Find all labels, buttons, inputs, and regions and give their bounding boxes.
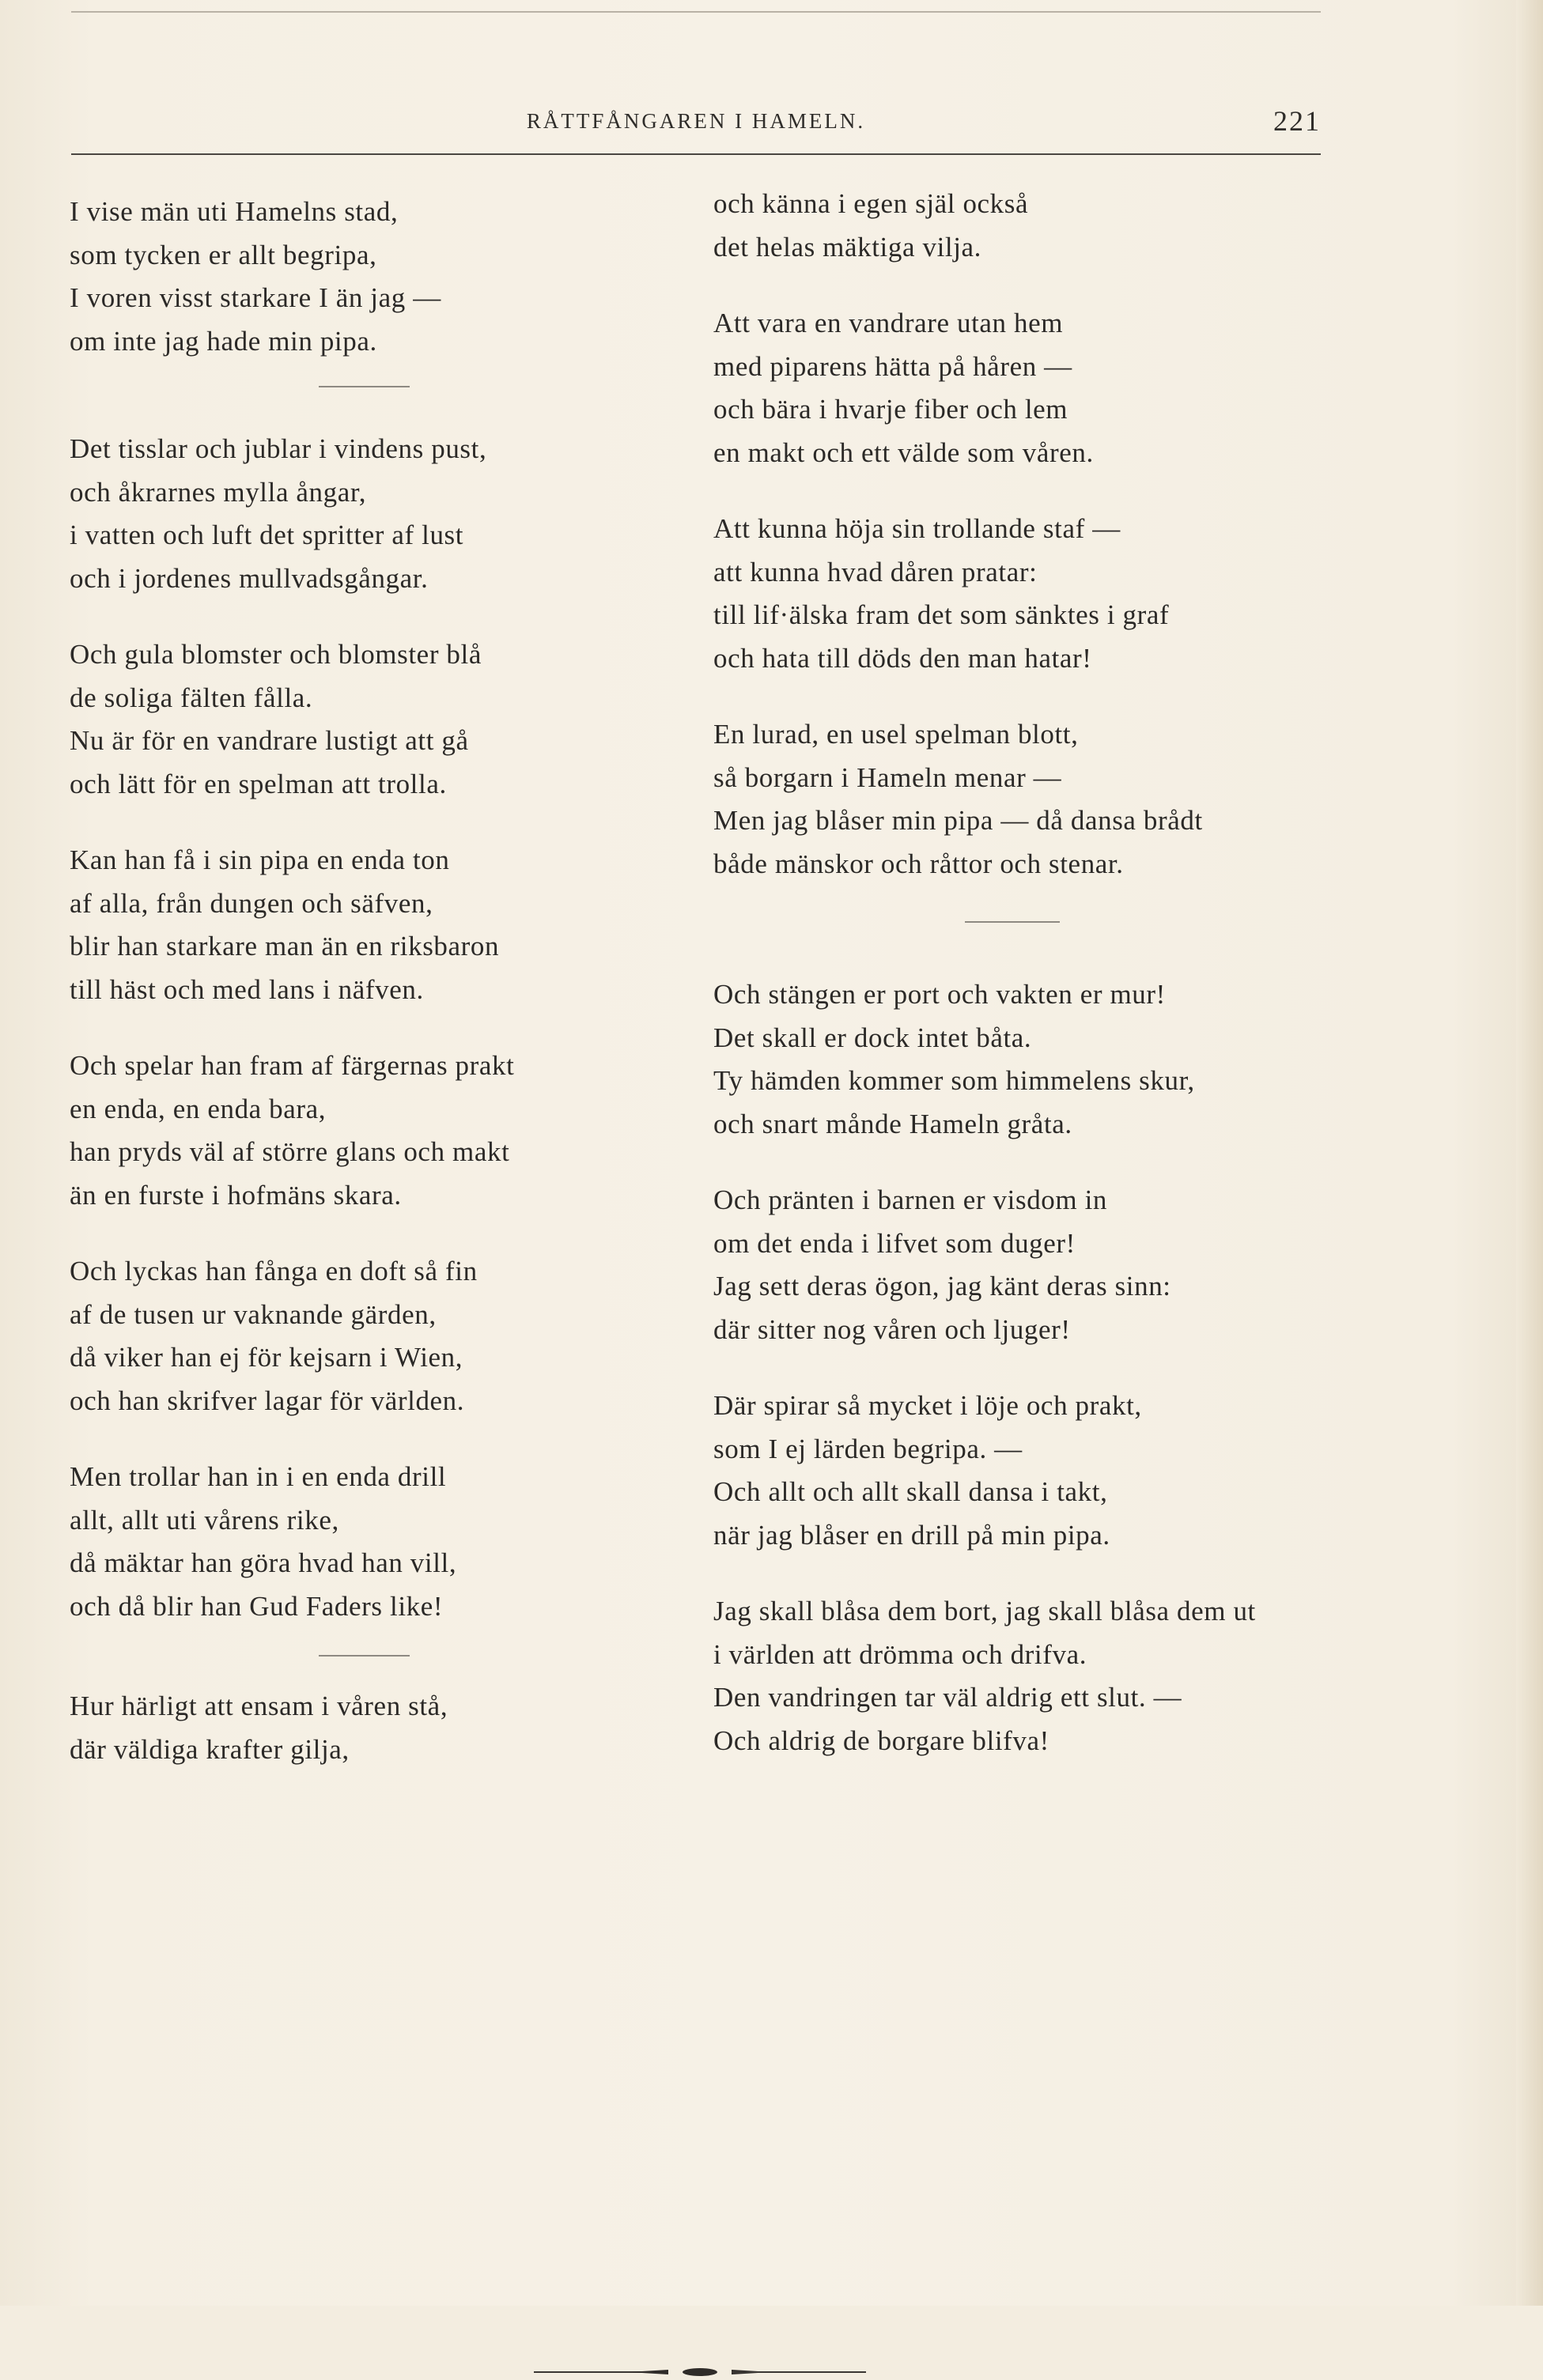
verse-line: Ty hämden kommer som himmelens skur, bbox=[713, 1065, 1195, 1096]
verse-line: Jag skall blåsa dem bort, jag skall blåsa dem ut bbox=[713, 1596, 1256, 1626]
verse-line: af de tusen ur vaknande gärden, bbox=[70, 1299, 437, 1330]
verse-line: allt, allt uti vårens rike, bbox=[70, 1505, 339, 1536]
verse-line: och snart månde Hameln gråta. bbox=[713, 1109, 1072, 1139]
verse-line: Och aldrig de borgare blifva! bbox=[713, 1725, 1049, 1756]
verse-line: och i jordenes mullvadsgångar. bbox=[70, 563, 429, 594]
page-edge bbox=[1516, 0, 1543, 2306]
section-divider bbox=[319, 386, 410, 387]
running-title: RÅTTFÅNGAREN I HAMELN. bbox=[526, 109, 866, 133]
verse-line: I vise män uti Hamelns stad, bbox=[70, 196, 399, 227]
verse-line: Där spirar så mycket i löje och prakt, bbox=[713, 1390, 1142, 1421]
verse-line: en enda, en enda bara, bbox=[70, 1094, 327, 1124]
verse-line: Jag sett deras ögon, jag känt deras sinn: bbox=[713, 1271, 1171, 1301]
page-header bbox=[71, 103, 1321, 150]
verse-line: och åkrarnes mylla ångar, bbox=[70, 477, 367, 508]
verse-line: Kan han få i sin pipa en enda ton bbox=[70, 844, 450, 875]
verse-line: Hur härligt att ensam i våren stå, bbox=[70, 1691, 448, 1721]
verse-line: när jag blåser en drill på min pipa. bbox=[713, 1520, 1110, 1551]
verse-line: Att kunna höja sin trollande staf — bbox=[713, 513, 1121, 544]
verse-line: Nu är för en vandrare lustigt att gå bbox=[70, 725, 469, 756]
top-edge-rule bbox=[71, 11, 1321, 13]
verse-line: blir han starkare man än en riksbaron bbox=[70, 931, 500, 961]
verse-line: och lätt för en spelman att trolla. bbox=[70, 769, 447, 799]
verse-line: att kunna hvad dåren pratar: bbox=[713, 557, 1038, 587]
verse-line: i vatten och luft det spritter af lust bbox=[70, 519, 464, 550]
verse-line: Det tisslar och jublar i vindens pust, bbox=[70, 433, 487, 464]
verse-line: en makt och ett välde som våren. bbox=[713, 437, 1094, 468]
verse-line: då viker han ej för kejsarn i Wien, bbox=[70, 1342, 463, 1373]
verse-line: Och pränten i barnen er visdom in bbox=[713, 1184, 1107, 1215]
verse-line: och då blir han Gud Faders like! bbox=[70, 1591, 444, 1622]
verse-line: Det skall er dock intet båta. bbox=[713, 1022, 1032, 1053]
verse-line: så borgarn i Hameln menar — bbox=[713, 762, 1062, 793]
verse-line: och bära i hvarje fiber och lem bbox=[713, 394, 1068, 425]
verse-line: Och lyckas han fånga en doft så fin bbox=[70, 1256, 478, 1286]
verse-line: Och gula blomster och blomster blå bbox=[70, 639, 482, 670]
verse-line: Och allt och allt skall dansa i takt, bbox=[713, 1476, 1108, 1507]
verse-line: det helas mäktiga vilja. bbox=[713, 232, 982, 263]
verse-line: till häst och med lans i näfven. bbox=[70, 974, 424, 1005]
verse-line: Men trollar han in i en enda drill bbox=[70, 1461, 447, 1492]
verse-line: både mänskor och råttor och stenar. bbox=[713, 848, 1124, 879]
verse-line: Och stängen er port och vakten er mur! bbox=[713, 979, 1166, 1010]
verse-line: om inte jag hade min pipa. bbox=[70, 326, 377, 357]
verse-line: till lif·älska fram det som sänktes i graf bbox=[713, 599, 1170, 630]
verse-line: I voren visst starkare I än jag — bbox=[70, 282, 441, 313]
verse-line: som I ej lärden begripa. — bbox=[713, 1434, 1023, 1464]
verse-line: Den vandringen tar väl aldrig ett slut. — bbox=[713, 1682, 1182, 1713]
section-divider bbox=[319, 1655, 410, 1657]
verse-line: af alla, från dungen och säfven, bbox=[70, 888, 433, 919]
verse-line: och han skrifver lagar för världen. bbox=[70, 1385, 465, 1416]
verse-line: med piparens hätta på håren — bbox=[713, 351, 1072, 382]
verse-line: i världen att drömma och drifva. bbox=[713, 1639, 1087, 1670]
verse-line: då mäktar han göra hvad han vill, bbox=[70, 1547, 457, 1578]
verse-line: och känna i egen själ också bbox=[713, 188, 1029, 219]
verse-line: han pryds väl af större glans och makt bbox=[70, 1136, 510, 1167]
section-divider bbox=[965, 921, 1060, 923]
verse-line: Och spelar han fram af färgernas prakt bbox=[70, 1050, 515, 1081]
verse-line: som tycken er allt begripa, bbox=[70, 240, 377, 270]
verse-line: Att vara en vandrare utan hem bbox=[713, 308, 1064, 338]
page-number: 221 bbox=[1273, 105, 1321, 137]
verse-line: än en furste i hofmäns skara. bbox=[70, 1180, 402, 1211]
verse-line: Men jag blåser min pipa — då dansa brådt bbox=[713, 805, 1203, 836]
header-rule bbox=[71, 153, 1321, 155]
verse-line: och hata till döds den man hatar! bbox=[713, 643, 1092, 674]
verse-line: En lurad, en usel spelman blott, bbox=[713, 719, 1079, 750]
verse-line: de soliga fälten fålla. bbox=[70, 682, 313, 713]
verse-line: där väldiga krafter gilja, bbox=[70, 1734, 350, 1765]
verse-line: där sitter nog våren och ljuger! bbox=[713, 1314, 1071, 1345]
verse-line: om det enda i lifvet som duger! bbox=[713, 1228, 1076, 1259]
end-ornament-icon bbox=[534, 2364, 866, 2380]
